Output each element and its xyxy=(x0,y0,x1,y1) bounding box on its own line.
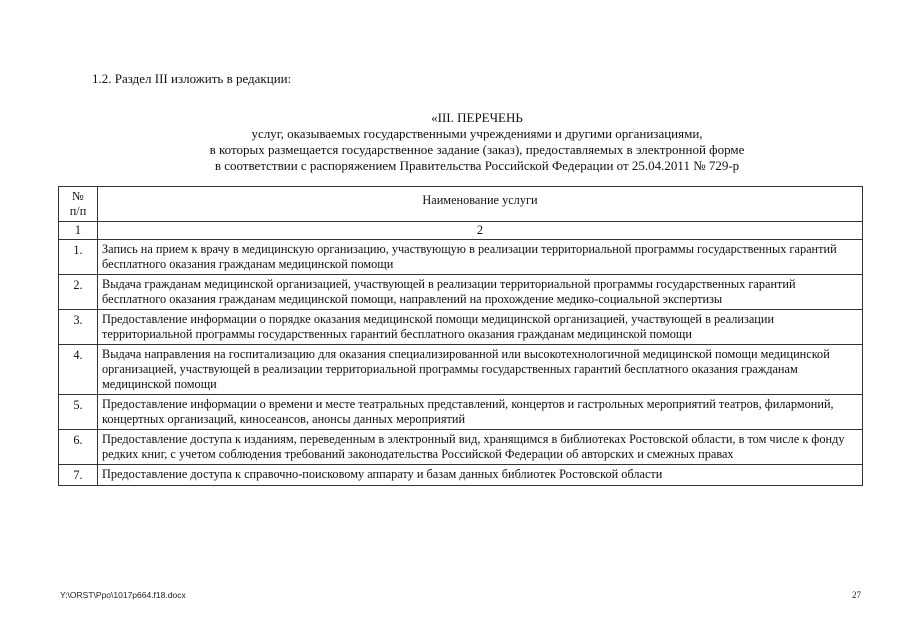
column-number-2: 2 xyxy=(98,222,863,240)
column-number-1: 1 xyxy=(59,222,98,240)
header-service-name: Наименование услуги xyxy=(98,187,863,222)
table-row xyxy=(59,395,863,430)
row-number: 6. xyxy=(59,430,98,465)
table-header-row xyxy=(59,187,863,222)
heading-line-3: в которых размещается государственное задание (заказ), предоставляемых в электронной форме xyxy=(209,142,745,157)
table-row xyxy=(59,240,863,275)
row-service-name: Предоставление информации о времени и месте театральных представлений, концертов и гастрольных мероприятий театров, филармоний, концертных организаций, киносеансов, анонсы данных мероприятий xyxy=(98,395,863,430)
row-service-name: Предоставление информации о порядке оказания медицинской помощи медицинской организацией, участвующей в реализации территориальной программы государственных гарантий бесплатного оказания гражданам медицинской помощи xyxy=(98,310,863,345)
row-number: 1. xyxy=(59,240,98,275)
row-service-name: Предоставление доступа к изданиям, переведенным в электронный вид, хранящимся в библиотеках Ростовской области, в том числе к фонду редких книг, с учетом соблюдения требований законодательства Российской Федерации об авторских и смежных правах xyxy=(98,430,863,465)
row-service-name: Запись на прием к врачу в медицинскую организацию, участвующую в реализации территориальной программы государственных гарантий бесплатного оказания гражданам медицинской помощи xyxy=(98,240,863,275)
intro-paragraph: 1.2. Раздел III изложить в редакции: xyxy=(92,71,292,86)
header-number-column xyxy=(59,187,98,222)
table-row xyxy=(59,310,863,345)
table-row xyxy=(59,345,863,395)
table-row xyxy=(59,275,863,310)
footer-page-number: 27 xyxy=(852,590,861,600)
header-number-sign: № xyxy=(72,189,84,203)
header-number-abbrev: п/п xyxy=(69,204,87,218)
row-number: 7. xyxy=(59,465,98,486)
row-service-name: Выдача гражданам медицинской организацией, участвующей в реализации территориальной программы государственных гарантий бесплатного оказания гражданам медицинской помощи, направлений на прохождение медико-социальной экспертизы xyxy=(98,275,863,310)
row-number: 5. xyxy=(59,395,98,430)
row-number: 3. xyxy=(59,310,98,345)
row-service-name: Выдача направления на госпитализацию для оказания специализированной или высокотехнологичной медицинской помощи медицинской организацией, участвующей в реализации территориальной программы государственных гарантий бесплатного оказания гражданам медицинской помощи xyxy=(98,345,863,395)
heading-line-4: в соответствии с распоряжением Правительства Российской Федерации от 25.04.2011 № 729-р xyxy=(214,158,740,173)
heading-line-2: услуг, оказываемых государственными учреждениями и другими организациями, xyxy=(251,126,703,141)
row-service-name: Предоставление доступа к справочно-поисковому аппарату и базам данных библиотек Ростовской области xyxy=(98,465,863,486)
table-row xyxy=(59,465,863,486)
row-number: 2. xyxy=(59,275,98,310)
row-number: 4. xyxy=(59,345,98,395)
section-heading xyxy=(92,110,862,174)
table-row xyxy=(59,430,863,465)
footer-file-path: Y:\ORST\Ppo\1017p664.f18.docx xyxy=(60,590,186,600)
heading-title: «III. ПЕРЕЧЕНЬ xyxy=(431,110,523,125)
column-numbers-row xyxy=(59,222,863,240)
services-table xyxy=(58,186,863,486)
